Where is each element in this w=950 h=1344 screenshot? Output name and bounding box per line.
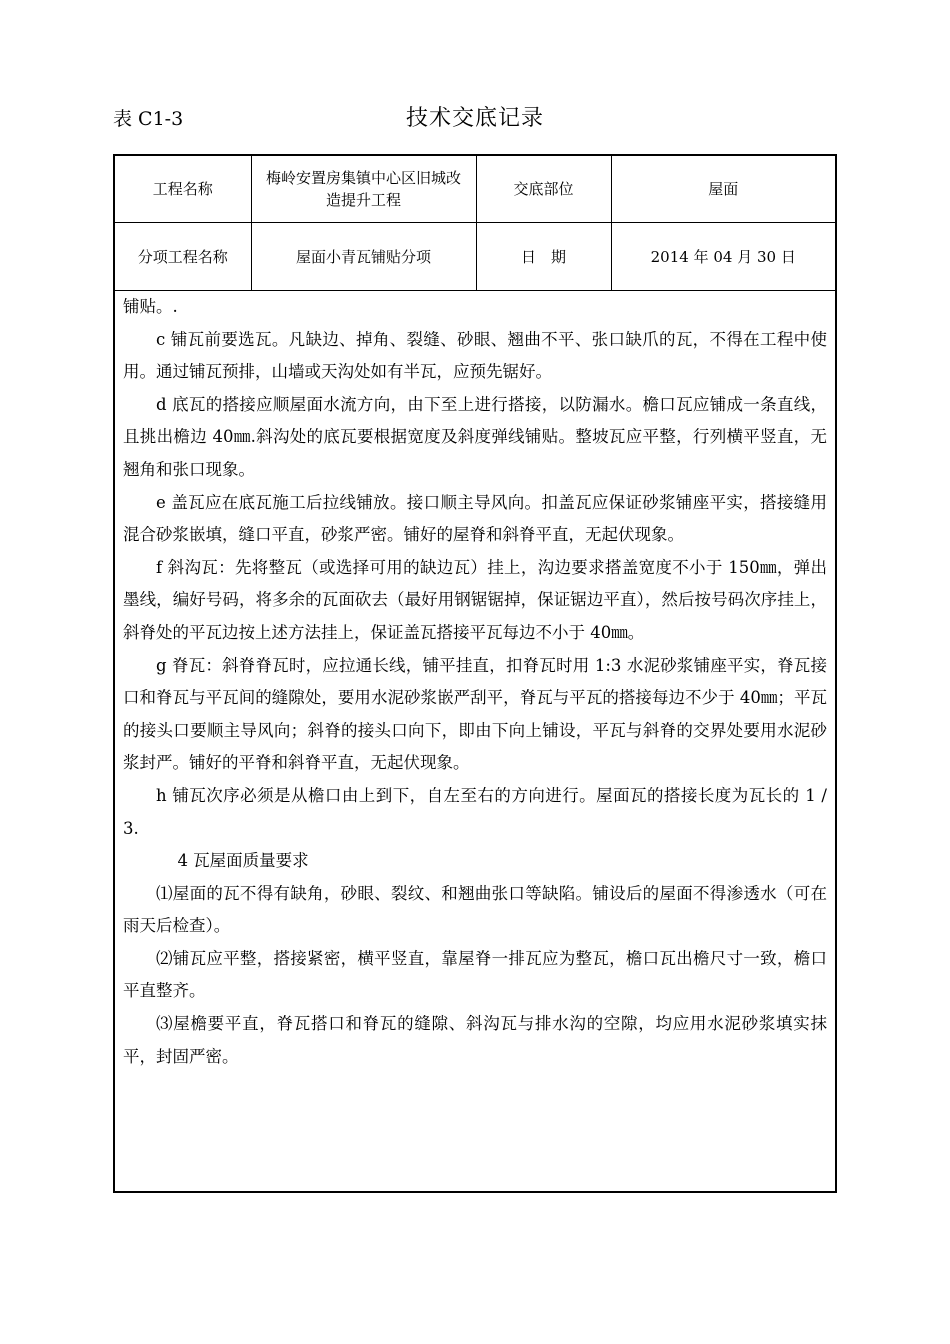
date-label: 日 期 [476, 223, 611, 291]
disclosure-content [115, 291, 835, 1073]
paragraph: c 铺瓦前要选瓦。凡缺边、掉角、裂缝、砂眼、翘曲不平、张口缺爪的瓦，不得在工程中使用。通过铺瓦预排，山墙或天沟处如有半瓦，应预先锯好。 [123, 329, 827, 382]
paragraph: g 脊瓦：斜脊脊瓦时，应拉通长线，铺平挂直，扣脊瓦时用 1:3 水泥砂浆铺座平实，脊瓦接口和脊瓦与平瓦间的缝隙处，要用水泥砂浆嵌严刮平，脊瓦与平瓦的搭接每边不少于 40㎜；平瓦的接头口要顺主导风向；斜脊的接头口向下，即由下向上铺设，平瓦与斜脊的交界处要用水泥砂浆封严。铺好的平脊和斜脊平直，无起伏现象。 [123, 655, 827, 773]
paragraph: d 底瓦的搭接应顺屋面水流方向，由下至上进行搭接，以防漏水。檐口瓦应铺成一条直线，且挑出檐边 40㎜.斜沟处的底瓦要根据宽度及斜度弹线铺贴。整坡瓦应平整，行列横平竖直，无翘角和张口现象。 [123, 394, 827, 479]
record-form [113, 154, 837, 1193]
info-table [115, 156, 835, 291]
section-heading: 4 瓦屋面质量要求 [177, 851, 309, 871]
paragraph: ⑴屋面的瓦不得有缺角，砂眼、裂纹、和翘曲张口等缺陷。铺设后的屋面不得渗透水（可在雨天后检查）。 [123, 883, 827, 936]
part-value: 屋面 [611, 156, 835, 223]
document-title: 技术交底记录 [405, 106, 544, 131]
project-name-value: 梅岭安置房集镇中心区旧城改造提升工程 [251, 156, 476, 223]
paragraph: h 铺瓦次序必须是从檐口由上到下，自左至右的方向进行。屋面瓦的搭接长度为瓦长的 1 / 3. [123, 785, 827, 838]
project-name-label: 工程名称 [115, 156, 251, 223]
subitem-value: 屋面小青瓦铺贴分项 [251, 223, 476, 291]
paragraph: 铺贴。. [123, 297, 178, 316]
paragraph: ⑵铺瓦应平整，搭接紧密，横平竖直，靠屋脊一排瓦应为整瓦，檐口瓦出檐尺寸一致，檐口平直整齐。 [123, 948, 827, 1001]
info-row-subitem [115, 223, 835, 291]
form-code: 表 C1-3 [113, 108, 184, 130]
date-value: 2014 年 04 月 30 日 [611, 223, 835, 291]
paragraph: ⑶屋檐要平直，脊瓦搭口和脊瓦的缝隙、斜沟瓦与排水沟的空隙，均应用水泥砂浆填实抹平，封固严密。 [123, 1014, 827, 1066]
part-label: 交底部位 [476, 156, 611, 223]
paragraph: f 斜沟瓦：先将整瓦（或选择可用的缺边瓦）挂上，沟边要求搭盖宽度不小于 150㎜，弹出墨线，编好号码，将多余的瓦面砍去（最好用钢锯锯掉，保证锯边平直），然后按号码次序挂上，斜脊处的平瓦边按上述方法挂上，保证盖瓦搭接平瓦每边不小于 40㎜。 [123, 557, 827, 642]
paragraph: e 盖瓦应在底瓦施工后拉线铺放。接口顺主导风向。扣盖瓦应保证砂浆铺座平实，搭接缝用混合砂浆嵌填，缝口平直，砂浆严密。铺好的屋脊和斜脊平直，无起伏现象。 [123, 492, 827, 545]
info-row-project [115, 156, 835, 223]
subitem-label: 分项工程名称 [115, 223, 251, 291]
